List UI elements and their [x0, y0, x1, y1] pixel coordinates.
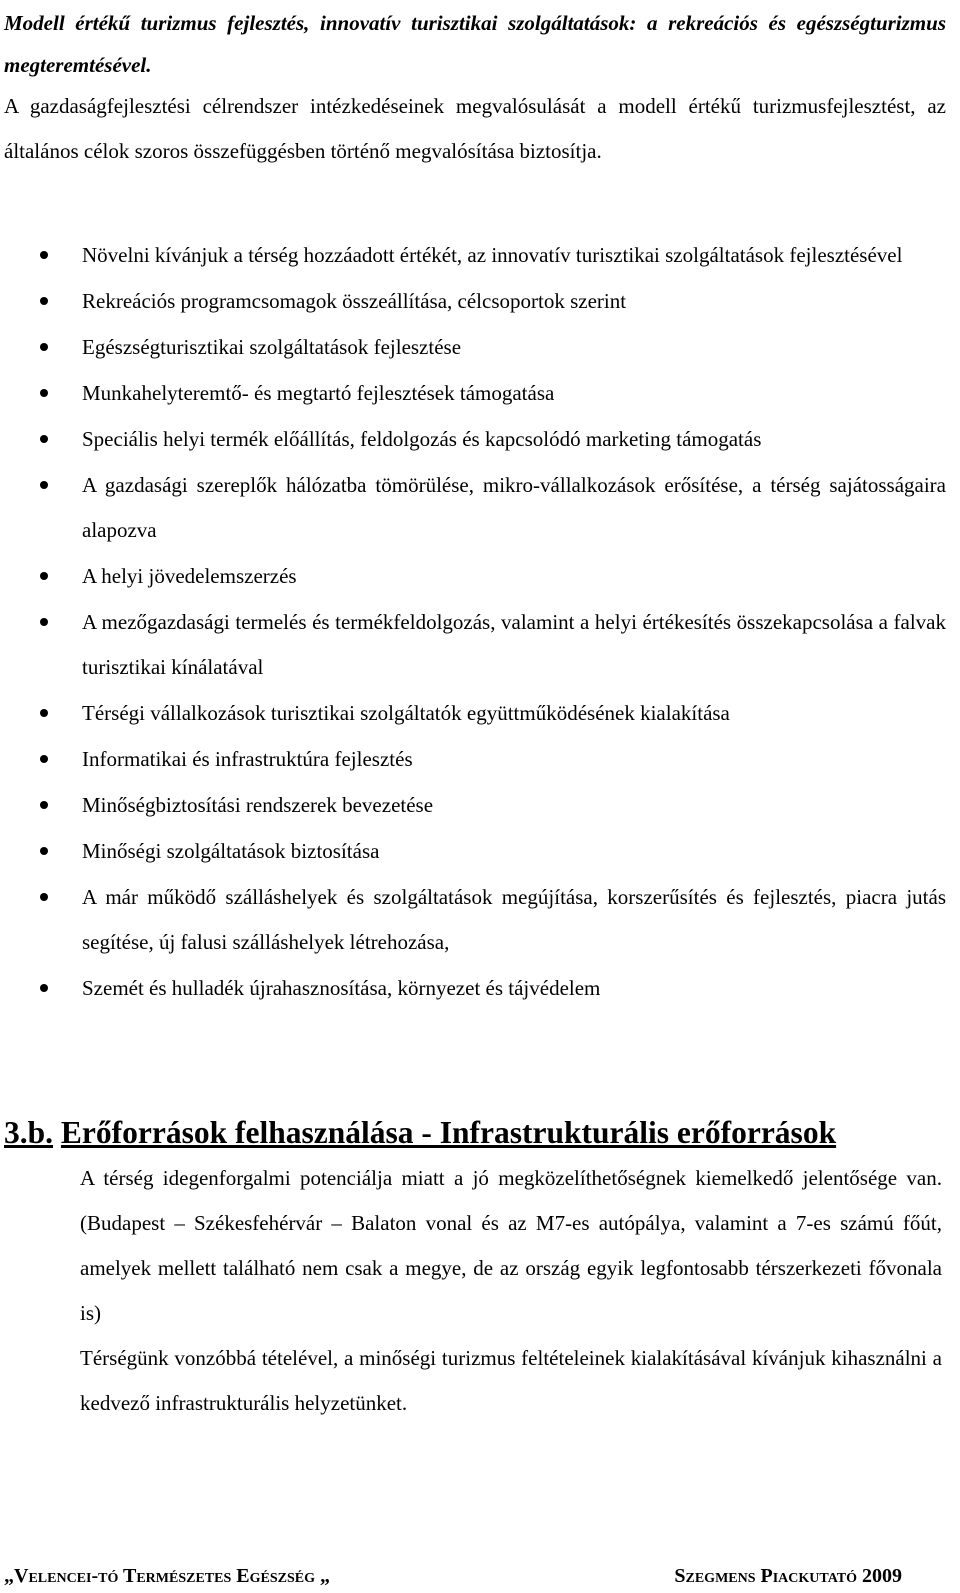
bullet-icon — [40, 251, 48, 259]
list-item — [0, 691, 946, 736]
list-item-text: Informatikai és infrastruktúra fejlesztés — [82, 747, 413, 771]
bullet-icon — [40, 893, 48, 901]
list-item — [0, 737, 946, 782]
body-paragraph: Térségünk vonzóbbá tételével, a minőségi turizmus feltételeinek kialakításával kívánjuk kihasználni a kedvező infrastrukturális helyzetünket. — [80, 1346, 942, 1415]
footer-project-title: „Velencei-tó Természetes Egészség „ — [4, 1565, 330, 1587]
bullet-icon — [40, 618, 48, 626]
page-footer — [4, 1563, 902, 1589]
list-item-text: Minőségbiztosítási rendszerek bevezetése — [82, 793, 434, 817]
list-item — [0, 600, 946, 690]
list-item-text: Térségi vállalkozások turisztikai szolgáltatók együttműködésének kialakítása — [82, 701, 730, 725]
list-item-text: A mezőgazdasági termelés és termékfeldolgozás, valamint a helyi értékesítés összekapcsolása a falvak turisztikai kínálatával — [82, 610, 946, 679]
intro-paragraph: A gazdaságfejlesztési célrendszer intézkedéseinek megvalósulását a modell értékű turizmusfejlesztést, az általános célok szoros összefüggésben történő megvalósítása biztosítja. — [4, 94, 946, 163]
section-title — [4, 1117, 836, 1149]
list-item — [0, 233, 946, 278]
body-paragraph: A térség idegenforgalmi potenciálja miatt a jó megközelíthetőségnek kiemelkedő jelentősége van. (Budapest – Székesfehérvár – Balaton vonal és az M7-es autópálya, valamint a 7-es számú főút, amelyek mellett található nem csak a megye, de az ország egyik legfontosabb térszerkezeti fővonala is) — [80, 1166, 942, 1325]
bullet-icon — [40, 801, 48, 809]
list-item — [0, 829, 946, 874]
list-item — [0, 554, 946, 599]
bullet-icon — [40, 572, 48, 580]
bullet-icon — [40, 343, 48, 351]
list-item — [0, 463, 946, 553]
list-item — [0, 417, 946, 462]
section-number: 3.b. — [4, 1115, 54, 1150]
list-item-text: Szemét és hulladék újrahasznosítása, környezet és tájvédelem — [82, 976, 601, 1000]
bullet-icon — [40, 297, 48, 305]
footer-author: Szegmens Piackutató 2009 — [674, 1565, 902, 1587]
list-item-text: Speciális helyi termék előállítás, feldolgozás és kapcsolódó marketing támogatás — [82, 427, 762, 451]
bullet-list — [0, 233, 960, 1012]
list-item — [0, 875, 946, 965]
bullet-icon — [40, 709, 48, 717]
list-item-text: Egészségturisztikai szolgáltatások fejlesztése — [82, 335, 462, 359]
section-heading: Erőforrások felhasználása - Infrastrukturális erőforrások — [60, 1115, 837, 1150]
list-item — [0, 783, 946, 828]
bullet-icon — [40, 435, 48, 443]
list-item — [0, 279, 946, 324]
bullet-icon — [40, 389, 48, 397]
bullet-icon — [40, 847, 48, 855]
heading: Modell értékű turizmus fejlesztés, innovatív turisztikai szolgáltatások: a rekreációs és egészségturizmus megteremtésével. — [4, 11, 946, 77]
list-item-text: Rekreációs programcsomagok összeállítása, célcsoportok szerint — [82, 289, 627, 313]
list-item-text: Növelni kívánjuk a térség hozzáadott értékét, az innovatív turisztikai szolgáltatások fejlesztésével — [82, 243, 903, 267]
list-item-text: A helyi jövedelemszerzés — [82, 564, 297, 588]
list-item-text: A már működő szálláshelyek és szolgáltatások megújítása, korszerűsítés és fejlesztés, piacra jutás segítése, új falusi szálláshelyek létrehozása, — [82, 885, 946, 954]
bullet-icon — [40, 481, 48, 489]
list-item-text: Minőségi szolgáltatások biztosítása — [82, 839, 380, 863]
list-item — [0, 966, 946, 1011]
bullet-icon — [40, 755, 48, 763]
bullet-icon — [40, 984, 48, 992]
list-item-text: Munkahelyteremtő- és megtartó fejlesztések támogatása — [82, 381, 555, 405]
list-item — [0, 325, 946, 370]
list-item-text: A gazdasági szereplők hálózatba tömörülése, mikro-vállalkozások erősítése, a térség sajátosságaira alapozva — [82, 473, 946, 542]
list-item — [0, 371, 946, 416]
